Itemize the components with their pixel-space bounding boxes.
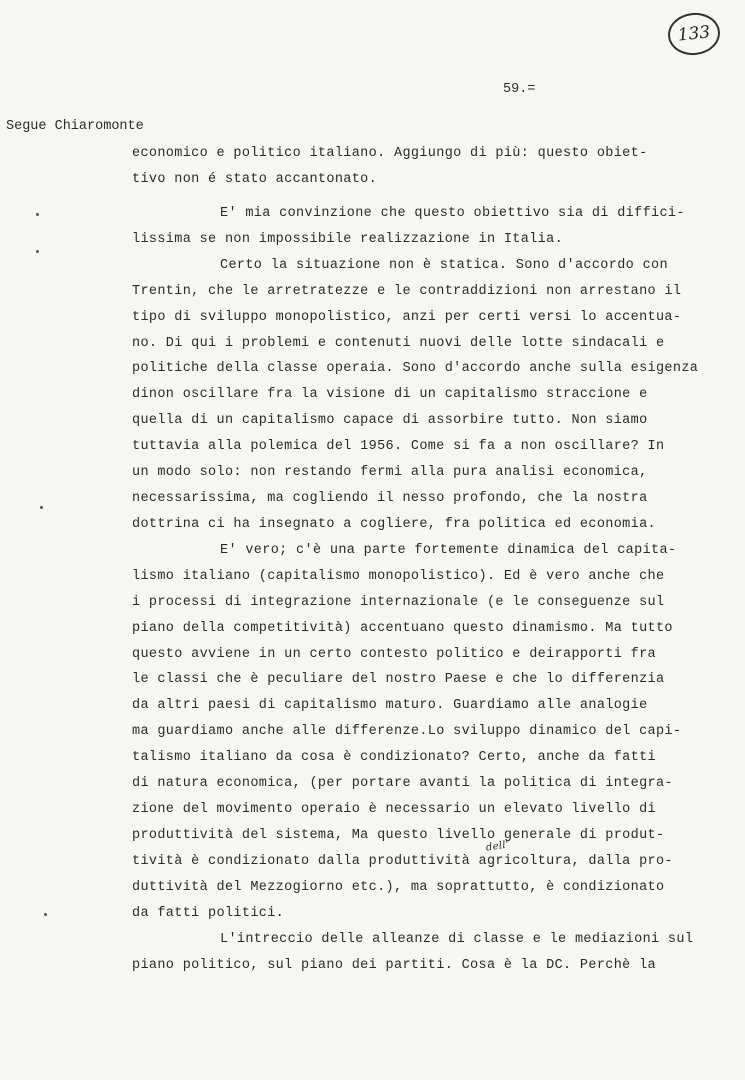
text-line: duttività del Mezzogiorno etc.), ma soprattutto, è condizionato <box>132 880 665 895</box>
text-line: talismo italiano da cosa è condizionato? Certo, anche da fatti <box>132 750 656 765</box>
text-line: politiche della classe operaia. Sono d'accordo anche sulla esigenza <box>132 361 699 376</box>
text-line: tuttavia alla polemica del 1956. Come si fa a non oscillare? In <box>132 439 665 454</box>
text-line: questo avviene in un certo contesto politico e deirapporti fra <box>132 647 656 662</box>
text-line: economico e politico italiano. Aggiungo di più: questo obiet- <box>132 146 648 161</box>
text-line: piano politico, sul piano dei partiti. Cosa è la DC. Perchè la <box>132 958 656 973</box>
text-line: tività è condizionato dalla produttività agricoltura, dalla pro- <box>132 854 673 869</box>
margin-mark <box>40 506 43 509</box>
text-line: E' vero; c'è una parte fortemente dinamica del capita- <box>220 543 677 558</box>
margin-mark <box>44 913 47 916</box>
text-line: un modo solo: non restando fermi alla pura analisi economica, <box>132 465 648 480</box>
text-line: i processi di integrazione internazionale (e le conseguenze sul <box>132 595 665 610</box>
speaker-heading: Segue Chiaromonte <box>6 119 144 134</box>
text-line: da altri paesi di capitalismo maturo. Guardiamo alle analogie <box>132 698 648 713</box>
folio-stamp <box>666 10 722 57</box>
text-line: tipo di sviluppo monopolistico, anzi per certi versi lo accentua- <box>132 310 682 325</box>
page-number: 59.= <box>503 82 536 97</box>
text-line: lissima se non impossibile realizzazione in Italia. <box>132 232 564 247</box>
margin-mark <box>36 250 39 253</box>
margin-mark <box>36 213 39 216</box>
text-line: ma guardiamo anche alle differenze.Lo sviluppo dinamico del capi- <box>132 724 682 739</box>
text-line: dottrina ci ha insegnato a cogliere, fra politica ed economia. <box>132 517 656 532</box>
text-line: dinon oscillare fra la visione di un capitalismo straccione e <box>132 387 648 402</box>
text-line: zione del movimento operaio è necessario un elevato livello di <box>132 802 656 817</box>
handwritten-insertion: dell' <box>485 839 510 854</box>
text-line: da fatti politici. <box>132 906 285 921</box>
text-line: L'intreccio delle alleanze di classe e le mediazioni sul <box>220 932 694 947</box>
text-line: Certo la situazione non è statica. Sono d'accordo con <box>220 258 668 273</box>
text-line: no. Di qui i problemi e contenuti nuovi delle lotte sindacali e <box>132 336 665 351</box>
text-line: E' mia convinzione che questo obiettivo sia di diffici- <box>220 206 685 221</box>
text-line: le classi che è peculiare del nostro Paese e che lo differenzia <box>132 672 665 687</box>
text-line: lismo italiano (capitalismo monopolistico). Ed è vero anche che <box>132 569 665 584</box>
text-line: di natura economica, (per portare avanti la politica di integra- <box>132 776 673 791</box>
text-line: piano della competitività) accentuano questo dinamismo. Ma tutto <box>132 621 673 636</box>
text-line: Trentin, che le arretratezze e le contraddizioni non arrestano il <box>132 284 682 299</box>
text-line: quella di un capitalismo capace di assorbire tutto. Non siamo <box>132 413 648 428</box>
folio-stamp-number: 133 <box>676 22 712 46</box>
text-line: produttività del sistema, Ma questo livello generale di produt- <box>132 828 665 843</box>
text-line: tivo non é stato accantonato. <box>132 172 378 187</box>
text-line: necessarissima, ma cogliendo il nesso profondo, che la nostra <box>132 491 648 506</box>
